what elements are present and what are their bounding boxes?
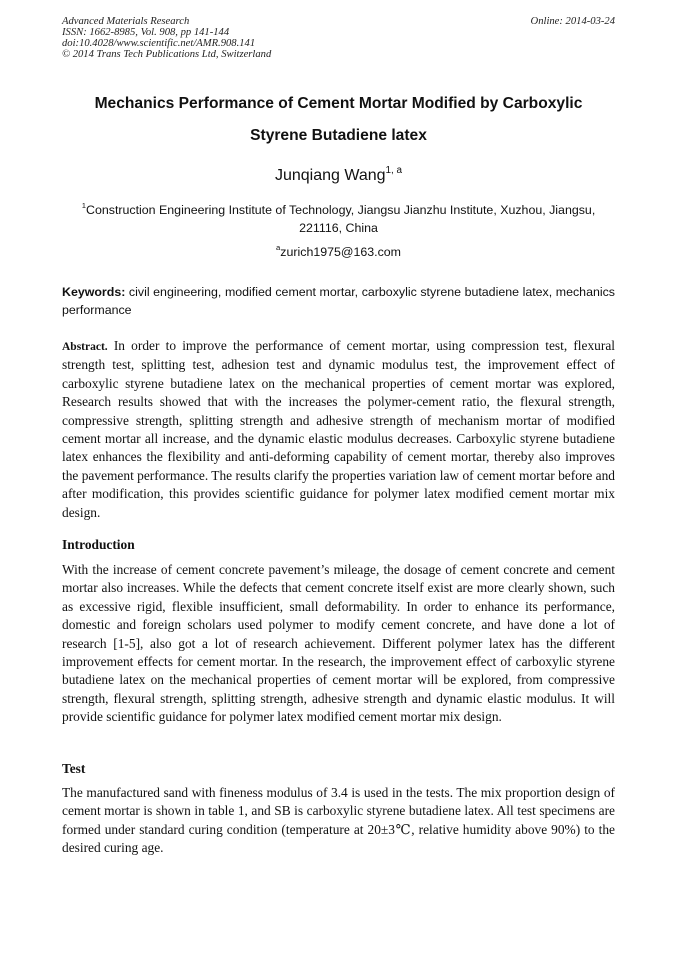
email-superscript: a xyxy=(276,243,281,253)
affiliation-superscript: 1 xyxy=(81,201,87,211)
abstract-label: Abstract. xyxy=(62,341,108,353)
test-heading: Test xyxy=(62,761,86,776)
keywords xyxy=(62,283,615,319)
copyright-line: © 2014 Trans Tech Publications Ltd, Switzerland xyxy=(62,49,272,60)
author-line xyxy=(62,166,615,186)
affiliation-text: Construction Engineering Institute of Technology, Jiangsu Jianzhu Institute, Xuzhou, Jiangsu, 221116, China xyxy=(86,203,596,235)
journal-name: Advanced Materials Research xyxy=(62,16,190,27)
introduction-heading: Introduction xyxy=(62,537,135,552)
author-name: Junqiang Wang xyxy=(274,167,386,184)
title-line-1: Mechanics Performance of Cement Mortar Modified by Carboxylic xyxy=(94,95,583,112)
abstract xyxy=(62,337,615,522)
title-line-2: Styrene Butadiene latex xyxy=(250,127,427,144)
keywords-label: Keywords: xyxy=(62,285,126,299)
affiliation xyxy=(62,201,615,237)
journal-header xyxy=(62,16,615,60)
email-line xyxy=(62,243,615,261)
abstract-text: In order to improve the performance of cement mortar, using compression test, flexural strength test, splitting test, adhesion test and dynamic modulus test, the improvement effect of carboxylic styrene butadiene latex on the mechanical properties of cement mortar was explored, Research results showed that with the increases the polymer-cement ratio, the flexural strength, compressive strength, splitting strength and adhesive strength of mechanism mortar of modified cement mortar all increase, and the dynamic elastic modulus decreases. Carboxylic styrene butadiene latex enhances the flexibility and anti-deforming capability of cement mortar, thereby also improves the pavement performance. The results clarify the properties variation law of cement mortar before and after modification, this provides scientific guidance for polymer latex modified cement mortar mix design. xyxy=(62,338,615,520)
author-superscript: 1, a xyxy=(385,164,403,176)
issn-line: ISSN: 1662-8985, Vol. 908, pp 141-144 xyxy=(62,27,230,38)
online-date: Online: 2014-03-24 xyxy=(530,16,615,27)
paper-title xyxy=(62,88,615,152)
test-text: The manufactured sand with fineness modulus of 3.4 is used in the tests. The mix proportion design of cement mortar is shown in table 1, and SB is carboxylic styrene butadiene latex. All test specimens are formed under standard curing condition (temperature at 20±3℃, relative humidity above 90%) to the desired curing age. xyxy=(62,785,615,856)
introduction-text: With the increase of cement concrete pavement’s mileage, the dosage of cement concrete and cement mortar also increases. While the defects that cement concrete itself exist are more clearly shown, such as excessive rigid, flexible insufficient, small deformability. In order to enhance its performance, domestic and foreign scholars used polymer to modify cement concrete, and have done a lot of research [1-5], also got a lot of research achievement. Different polymer latex has the different improvement effects for cement mortar. In the research, the improvement effect of carboxylic styrene butadiene latex on the mechanical properties of cement mortar will be explored, from compressive strength, flexural strength, splitting strength, adhesive strength and dynamic elastic modulus. It will provide scientific guidance for polymer latex modified cement mortar mix design. xyxy=(62,562,615,725)
keywords-text: civil engineering, modified cement mortar, carboxylic styrene butadiene latex, mechanics performance xyxy=(62,285,615,317)
email-address: zurich1975@163.com xyxy=(280,245,401,259)
doi-line: doi:10.4028/www.scientific.net/AMR.908.141 xyxy=(62,38,256,49)
